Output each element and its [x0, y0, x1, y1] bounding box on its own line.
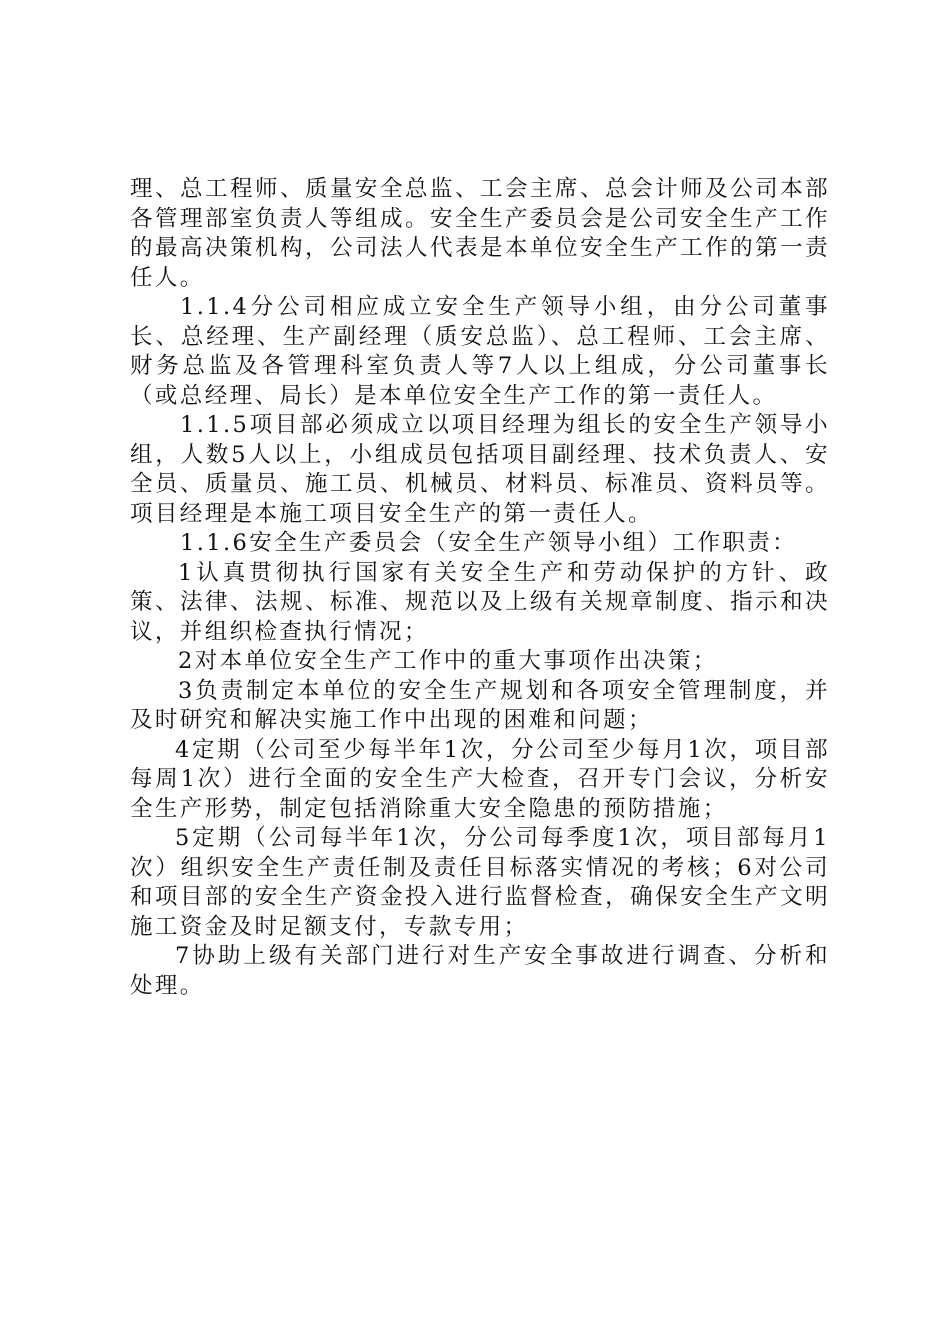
- duty-item-4: 4定期（公司至少每半年1次，分公司至少每月1次，项目部每周1次）进行全面的安全生产大检查，召开专门会议，分析安全生产形势，制定包括消除重大安全隐患的预防措施；: [130, 736, 830, 822]
- document-body: [130, 175, 830, 1001]
- duty-item-2: 2对本单位安全生产工作中的重大事项作出决策；: [178, 648, 718, 674]
- paragraph-1-1-6: 1.1.6安全生产委员会（安全生产领导小组）工作职责：: [180, 530, 798, 556]
- duty-item-7: 7协助上级有关部门进行对生产安全事故进行调查、分析和处理。: [130, 943, 830, 999]
- paragraph-1-1-4: 1.1.4分公司相应成立安全生产领导小组，由分公司董事长、总经理、生产副经理（质安总监）、总工程师、工会主席、财务总监及各管理科室负责人等7人以上组成，分公司董事长（或总经理、局长）是本单位安全生产工作的第一责任人。: [130, 294, 830, 409]
- paragraph-1-1-5: 1.1.5项目部必须成立以项目经理为组长的安全生产领导小组，人数5人以上，小组成员包括项目副经理、技术负责人、安全员、质量员、施工员、机械员、材料员、标准员、资料员等。项目经理是本施工项目安全生产的第一责任人。: [130, 412, 830, 527]
- duty-item-5-6: 5定期（公司每半年1次，分公司每季度1次，项目部每月1次）组织安全生产责任制及责任目标落实情况的考核；6对公司和项目部的安全生产资金投入进行监督检查，确保安全生产文明施工资金及时足额支付，专款专用；: [130, 825, 830, 940]
- paragraph-continuation: 理、总工程师、质量安全总监、工会主席、总会计师及公司本部各管理部室负责人等组成。安全生产委员会是公司安全生产工作的最高决策机构，公司法人代表是本单位安全生产工作的第一责任人。: [130, 176, 830, 291]
- duty-item-3: 3负责制定本单位的安全生产规划和各项安全管理制度，并及时研究和解决实施工作中出现的困难和问题；: [130, 677, 830, 733]
- duty-item-1: 1认真贯彻执行国家有关安全生产和劳动保护的方针、政策、法律、法规、标准、规范以及上级有关规章制度、指示和决议，并组织检查执行情况；: [130, 559, 830, 645]
